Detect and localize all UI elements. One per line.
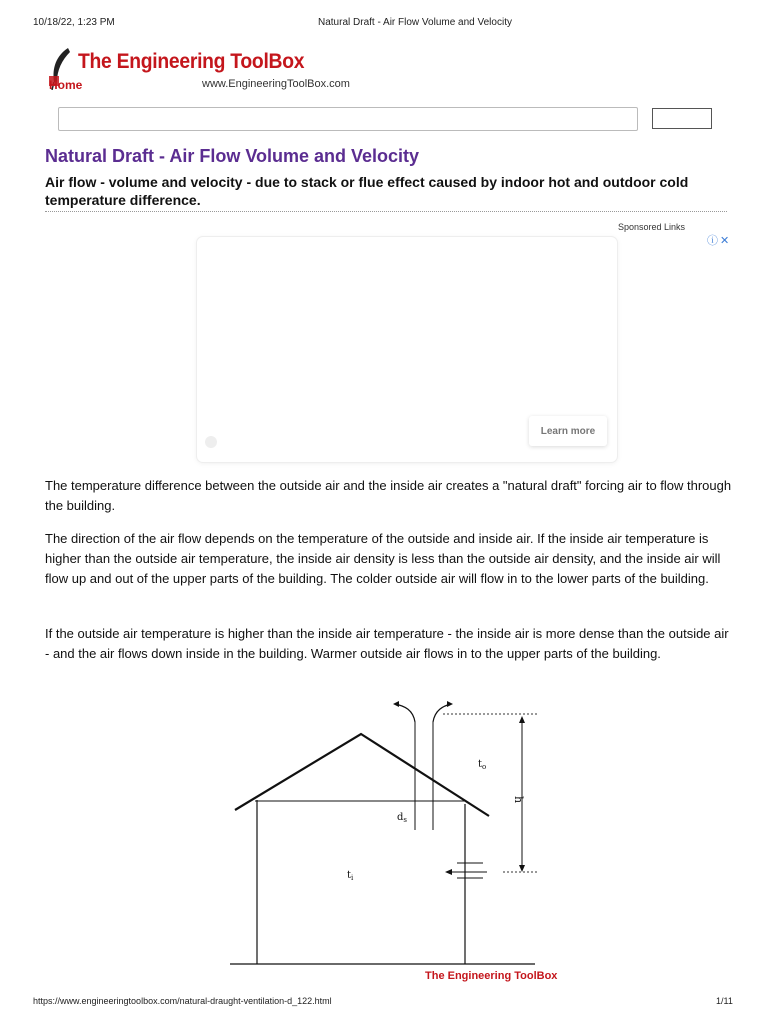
natural-draft-diagram bbox=[225, 692, 555, 972]
info-icon[interactable]: ⓘ bbox=[707, 235, 720, 247]
page-lead: Air flow - volume and velocity - due to stack or flue effect caused by indoor hot and outdoor cold temperature difference. bbox=[45, 174, 689, 208]
paragraph-1: The temperature difference between the outside air and the inside air creates a "natural draft" forcing air to flow through the building. bbox=[45, 478, 732, 513]
sponsored-links-label: Sponsored Links bbox=[618, 222, 686, 232]
label-ds: $d_s$ bbox=[397, 812, 407, 824]
home-link[interactable]: Home bbox=[49, 78, 83, 92]
logo-title[interactable]: The Engineering ToolBox bbox=[78, 50, 305, 73]
ad-box[interactable] bbox=[197, 237, 617, 462]
arrow-left-icon bbox=[393, 701, 399, 707]
label-to: $t_o$ bbox=[478, 759, 487, 771]
ad-controls[interactable] bbox=[707, 232, 731, 248]
search-input[interactable] bbox=[58, 107, 638, 131]
print-page-title: Natural Draft - Air Flow Volume and Velocity bbox=[318, 17, 512, 28]
search-button[interactable] bbox=[652, 108, 712, 129]
inlet-arrow-icon bbox=[445, 869, 452, 875]
divider bbox=[45, 211, 727, 212]
roof-line bbox=[235, 734, 489, 816]
ad-marker-icon bbox=[205, 436, 217, 448]
flue-curve-right bbox=[433, 704, 451, 722]
paragraph-3: If the outside air temperature is higher than the inside air temperature - the inside air is more dense than the outside air - and the air flows down inside in the building. Warmer outside air flows in to the upper parts of the building. bbox=[45, 626, 729, 661]
label-h: h bbox=[512, 796, 525, 804]
page-title: Natural Draft - Air Flow Volume and Velocity bbox=[45, 146, 420, 166]
learn-more-button[interactable]: Learn more bbox=[529, 416, 607, 446]
diagram-watermark: The Engineering ToolBox bbox=[425, 970, 558, 982]
flue-curve-left bbox=[395, 704, 415, 722]
print-page-number: 1/11 bbox=[716, 996, 733, 1006]
label-ti: $t_i$ bbox=[347, 870, 354, 882]
close-icon[interactable]: ✕ bbox=[720, 235, 732, 247]
print-footer-url: https://www.engineeringtoolbox.com/natural-draught-ventilation-d_122.html bbox=[33, 996, 332, 1006]
paragraph-2: The direction of the air flow depends on the temperature of the outside and inside air. If the inside air temperature is higher than the outside air temperature, the inside air density is less than the outside air density, and the inside air will flow up and out of the upper parts of the building. The colder outside air will flow in to the lower parts of the building. bbox=[45, 531, 721, 586]
print-datetime: 10/18/22, 1:23 PM bbox=[33, 17, 115, 28]
site-url: www.EngineeringToolBox.com bbox=[202, 78, 350, 90]
arrow-right-icon bbox=[447, 701, 453, 707]
diagram-svg bbox=[225, 692, 555, 967]
